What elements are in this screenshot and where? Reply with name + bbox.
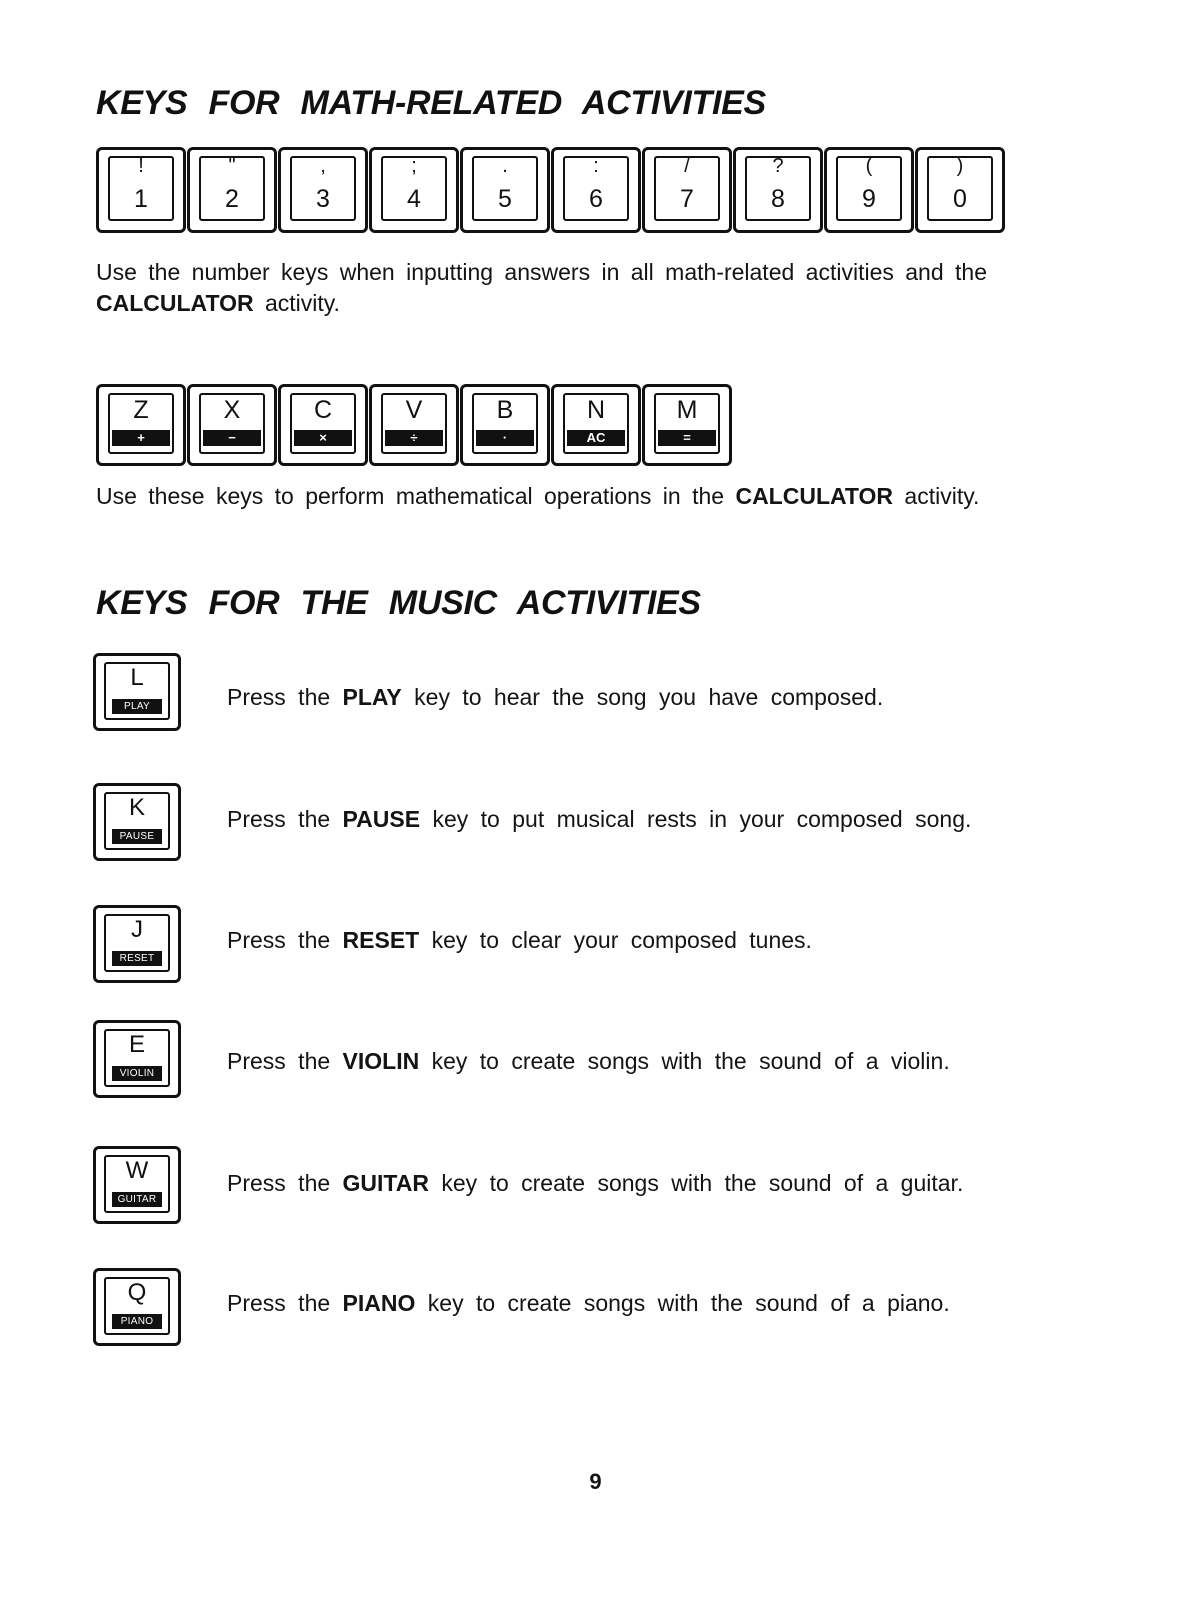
key-m-equals xyxy=(642,384,732,466)
key-operation: ÷ xyxy=(385,430,443,446)
key-symbol: ; xyxy=(411,155,417,177)
key-symbol: . xyxy=(502,155,508,177)
key-digit: 1 xyxy=(134,185,148,213)
bold-term: VIOLIN xyxy=(342,1048,420,1074)
key-6 xyxy=(551,147,641,233)
reset-key-description xyxy=(227,925,1127,955)
key-symbol: ) xyxy=(956,155,964,177)
math-section-heading: KEYS FOR MATH-RELATED ACTIVITIES xyxy=(96,84,766,122)
text: Press the xyxy=(227,806,343,832)
text: key to create songs with the sound of a violin. xyxy=(419,1048,950,1074)
calculator-keys-description xyxy=(96,481,1076,512)
key-z-plus xyxy=(96,384,186,466)
piano-key-description xyxy=(227,1288,1127,1318)
key-symbol: " xyxy=(228,155,236,177)
key-digit: 9 xyxy=(862,185,876,213)
violin-key-description xyxy=(227,1046,1127,1076)
key-symbol: / xyxy=(684,155,690,177)
key-v-divide xyxy=(369,384,459,466)
key-n-clear xyxy=(551,384,641,466)
bold-term: CALCULATOR xyxy=(735,483,894,509)
bold-term: RESET xyxy=(342,927,420,953)
text: key to clear your composed tunes. xyxy=(419,927,812,953)
key-symbol: ? xyxy=(772,155,784,177)
key-letter: Z xyxy=(133,396,149,424)
key-digit: 8 xyxy=(771,185,785,213)
key-letter: X xyxy=(223,396,241,424)
text: Press the xyxy=(227,684,343,710)
key-k-pause xyxy=(93,783,181,861)
text: Press the xyxy=(227,1170,343,1196)
key-operation: × xyxy=(294,430,352,446)
key-8 xyxy=(733,147,823,233)
bold-term: PAUSE xyxy=(342,806,421,832)
key-function-label: PIANO xyxy=(112,1314,162,1329)
key-j-reset xyxy=(93,905,181,983)
key-letter: N xyxy=(586,396,606,424)
key-1 xyxy=(96,147,186,233)
key-letter: M xyxy=(676,396,698,424)
key-letter: B xyxy=(496,396,514,424)
key-digit: 4 xyxy=(407,185,421,213)
text: key to create songs with the sound of a guitar. xyxy=(429,1170,964,1196)
key-letter: L xyxy=(130,664,144,691)
key-e-violin xyxy=(93,1020,181,1098)
text: key to put musical rests in your composed song. xyxy=(420,806,972,832)
key-0 xyxy=(915,147,1005,233)
key-4 xyxy=(369,147,459,233)
key-digit: 3 xyxy=(316,185,330,213)
key-l-play xyxy=(93,653,181,731)
key-w-guitar xyxy=(93,1146,181,1224)
key-letter: W xyxy=(125,1157,149,1184)
key-operation: · xyxy=(476,430,534,446)
key-letter: E xyxy=(128,1031,145,1058)
key-x-minus xyxy=(187,384,277,466)
key-digit: 5 xyxy=(498,185,512,213)
key-2 xyxy=(187,147,277,233)
text: key to hear the song you have composed. xyxy=(401,684,884,710)
key-b-decimal xyxy=(460,384,550,466)
pause-key-description xyxy=(227,804,1127,834)
key-letter: C xyxy=(313,396,333,424)
text: Press the xyxy=(227,1290,343,1316)
key-c-multiply xyxy=(278,384,368,466)
number-keys-row xyxy=(96,147,1006,233)
text: Use these keys to perform mathematical operations in the xyxy=(96,483,736,509)
key-operation: AC xyxy=(567,430,625,446)
key-q-piano xyxy=(93,1268,181,1346)
key-symbol: , xyxy=(320,155,326,177)
key-5 xyxy=(460,147,550,233)
key-3 xyxy=(278,147,368,233)
text: activity. xyxy=(253,290,340,316)
key-digit: 6 xyxy=(589,185,603,213)
text: Use the number keys when inputting answers in all math-related activities and the xyxy=(96,259,987,285)
key-7 xyxy=(642,147,732,233)
page-number: 9 xyxy=(589,1469,602,1494)
text: key to create songs with the sound of a piano. xyxy=(415,1290,950,1316)
bold-term: GUITAR xyxy=(342,1170,429,1196)
key-symbol: ( xyxy=(865,155,873,177)
key-digit: 7 xyxy=(680,185,694,213)
calculator-keys-row xyxy=(96,384,733,466)
text: Press the xyxy=(227,927,343,953)
key-digit: 2 xyxy=(225,185,239,213)
guitar-key-description xyxy=(227,1168,1127,1198)
key-function-label: PLAY xyxy=(112,699,162,714)
key-9 xyxy=(824,147,914,233)
key-symbol: ! xyxy=(138,155,144,177)
key-letter: K xyxy=(128,794,145,821)
key-operation: = xyxy=(658,430,716,446)
key-function-label: GUITAR xyxy=(112,1192,162,1207)
bold-term: PLAY xyxy=(342,684,402,710)
music-section-heading: KEYS FOR THE MUSIC ACTIVITIES xyxy=(96,584,701,622)
key-function-label: PAUSE xyxy=(112,829,162,844)
key-function-label: RESET xyxy=(112,951,162,966)
key-letter: V xyxy=(405,396,423,424)
key-function-label: VIOLIN xyxy=(112,1066,162,1081)
key-letter: J xyxy=(131,916,143,943)
play-key-description xyxy=(227,682,1127,712)
key-digit: 0 xyxy=(953,185,967,213)
text: Press the xyxy=(227,1048,343,1074)
number-keys-description xyxy=(96,257,1076,319)
key-symbol: : xyxy=(593,155,599,177)
key-operation: − xyxy=(203,430,261,446)
key-operation: + xyxy=(112,430,170,446)
bold-term: PIANO xyxy=(342,1290,416,1316)
text: activity. xyxy=(893,483,980,509)
bold-term: CALCULATOR xyxy=(96,290,254,316)
key-letter: Q xyxy=(127,1279,147,1306)
